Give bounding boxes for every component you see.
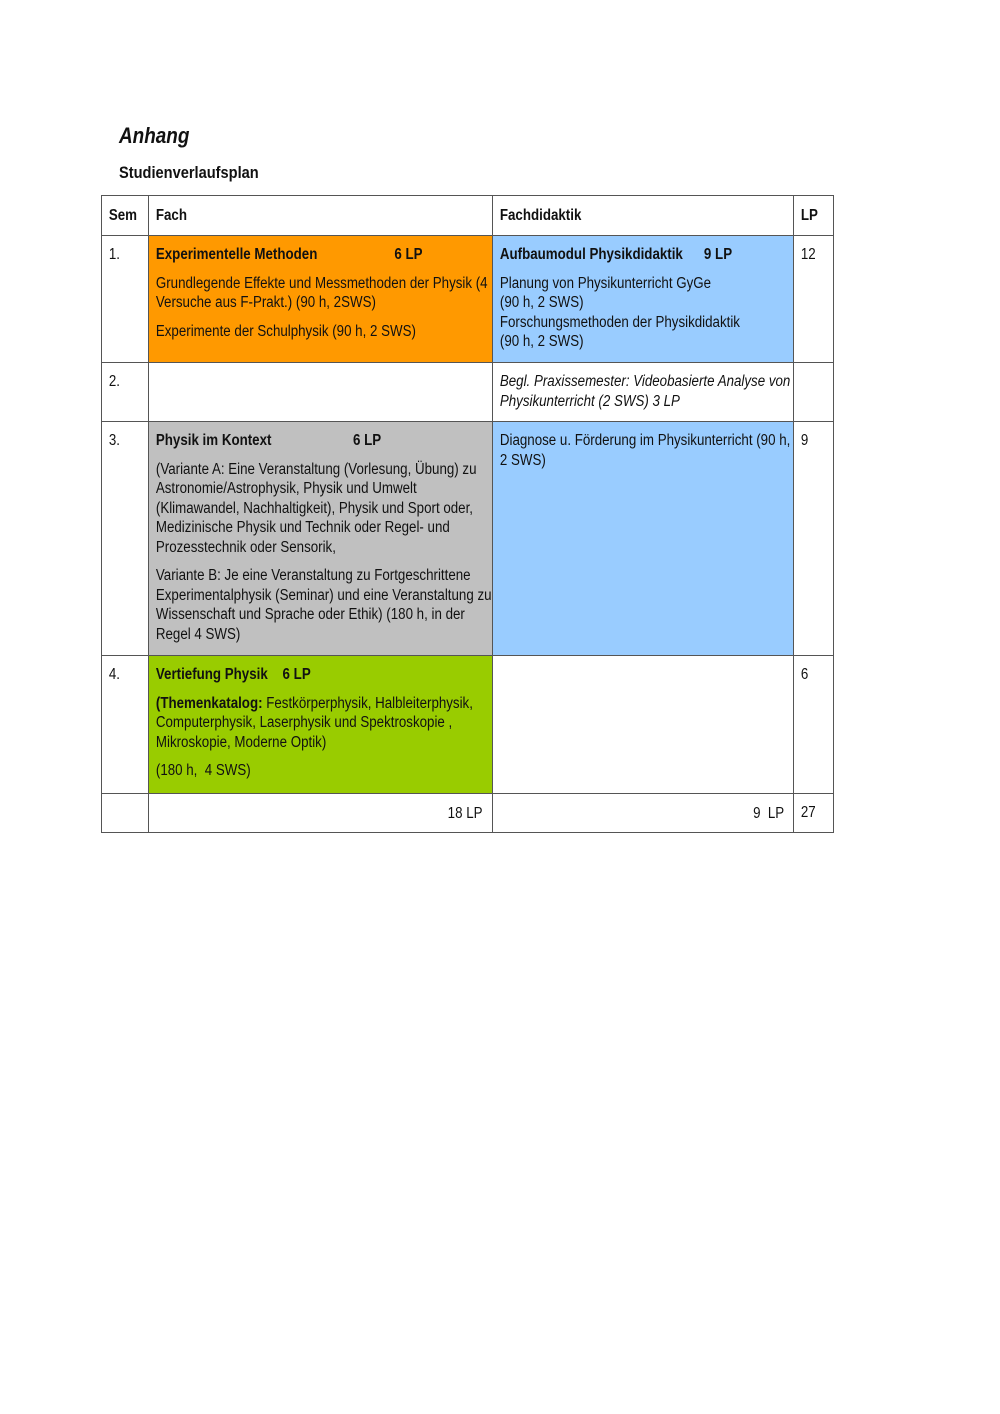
header-sem: Sem	[102, 196, 149, 236]
praxissemester-text: Begl. Praxissemester: Videobasierte Analyse von Physikunterricht (2 SWS) 3 LP	[499, 373, 791, 410]
table-row	[102, 363, 834, 422]
module-vertiefung-physik	[149, 656, 493, 794]
module-physik-im-kontext	[149, 422, 493, 656]
module-course: Experimente der Schulphysik (90 h, 2 SWS)	[155, 322, 416, 340]
empty-fachdidaktik-cell	[493, 656, 794, 794]
empty-sem-cell	[102, 794, 149, 833]
module-credits: 6 LP	[394, 246, 423, 263]
variant-b-text: Variante B: Je eine Veranstaltung zu Fortgeschrittene Experimentalphysik (Seminar) und eine Veranstaltung zu Wissenschaft und Sprache oder Ethik) (180 h, in der Regel 4 SWS)	[155, 567, 492, 643]
module-course-hours: (90 h, 2 SWS)	[499, 294, 584, 311]
module-credits: 9 LP	[703, 246, 733, 263]
module-diagnose-foerderung	[493, 422, 794, 656]
module-course-hours: (90 h, 2 SWS)	[499, 333, 584, 350]
totals-row	[102, 794, 834, 833]
page-heading: Anhang	[119, 123, 190, 148]
module-title: Vertiefung Physik 6 LP	[155, 666, 311, 683]
themenkatalog-text	[156, 694, 498, 753]
study-plan-table	[101, 195, 834, 833]
total-fachdidaktik: 9 LP	[752, 805, 784, 822]
module-course-hours: (180 h, 4 SWS)	[155, 762, 251, 779]
header-fach: Fach	[149, 196, 493, 236]
praxissemester-cell	[493, 363, 794, 422]
empty-fach-cell	[149, 363, 493, 422]
table-row	[102, 422, 834, 656]
variant-a-text: (Variante A: Eine Veranstaltung (Vorlesung, Übung) zu Astronomie/Astrophysik, Physik und Umwelt (Klimawandel, Nachhaltigkeit), Physik und Sport oder, Medizinische Physik und Technik oder Regel- und Prozesstechnik oder Sensorik,	[155, 460, 477, 556]
lp-cell: 6	[794, 656, 834, 794]
module-title: Experimentelle Methoden	[155, 246, 318, 263]
module-course: Forschungsmethoden der Physikdidaktik	[499, 313, 740, 331]
table-header-row	[102, 196, 834, 236]
semester-cell: 1.	[102, 236, 149, 363]
total-lp-cell: 27	[794, 794, 834, 833]
semester-cell: 3.	[102, 422, 149, 656]
table-row	[102, 656, 834, 794]
header-fachdidaktik: Fachdidaktik	[493, 196, 794, 236]
semester-cell: 2.	[102, 363, 149, 422]
module-course: Grundlegende Effekte und Messmethoden der Physik (4 Versuche aus F-Prakt.) (90 h, 2SWS)	[155, 274, 488, 311]
header-lp: LP	[794, 196, 834, 236]
module-experimentelle-methoden	[149, 236, 493, 363]
themenkatalog-topics: Festkörperphysik, Halbleiterphysik, Computerphysik, Laserphysik und Spektroskopie , Mikroskopie, Moderne Optik)	[155, 694, 473, 751]
module-title: Physik im Kontext	[155, 432, 272, 449]
page-subheading: Studienverlaufsplan	[119, 163, 259, 182]
lp-cell: 9	[794, 422, 834, 656]
lp-cell: 12	[794, 236, 834, 363]
total-fach: 18 LP	[448, 805, 483, 822]
table-row	[102, 236, 834, 363]
module-title: Aufbaumodul Physikdidaktik	[499, 246, 683, 263]
module-aufbaumodul-physikdidaktik	[493, 236, 794, 363]
semester-cell: 4.	[102, 656, 149, 794]
total-fachdidaktik-cell	[493, 794, 794, 833]
module-course: Diagnose u. Förderung im Physikunterricht (90 h, 2 SWS)	[499, 432, 791, 469]
module-course: Planung von Physikunterricht GyGe	[499, 274, 712, 292]
module-credits: 6 LP	[353, 432, 382, 449]
themenkatalog-label: (Themenkatalog:	[155, 694, 263, 712]
total-fach-cell	[149, 794, 493, 833]
